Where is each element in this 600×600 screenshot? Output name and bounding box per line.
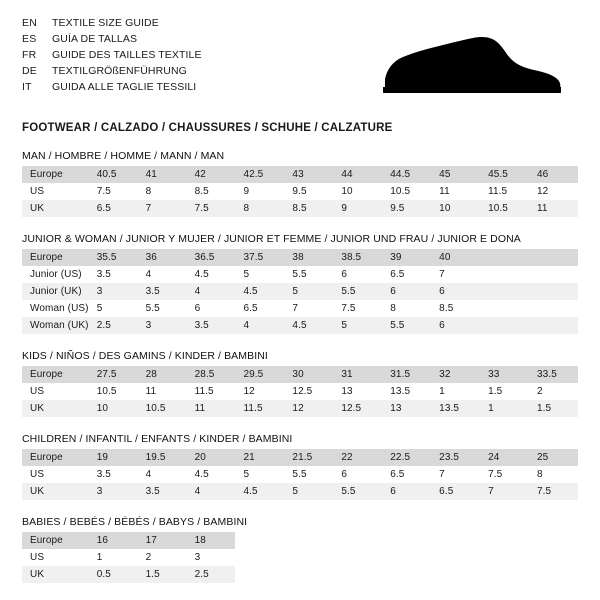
cell: 5 bbox=[284, 483, 333, 500]
cell: 3.5 bbox=[187, 317, 236, 334]
cell: 2.5 bbox=[187, 566, 236, 583]
cell: 3 bbox=[138, 317, 187, 334]
cell: 38 bbox=[284, 249, 333, 266]
cell: 9 bbox=[235, 183, 284, 200]
cell: 12.5 bbox=[333, 400, 382, 417]
cell: 45.5 bbox=[480, 166, 529, 183]
cell bbox=[529, 317, 578, 334]
table-row bbox=[22, 300, 578, 317]
cell: 38.5 bbox=[333, 249, 382, 266]
cell: 10.5 bbox=[89, 383, 138, 400]
cell: 17 bbox=[138, 532, 187, 549]
table-row bbox=[22, 266, 578, 283]
page-title: FOOTWEAR / CALZADO / CHAUSSURES / SCHUHE / CALZATURE bbox=[22, 122, 393, 134]
cell: 11 bbox=[431, 183, 480, 200]
cell: 6 bbox=[333, 466, 382, 483]
cell: 1.5 bbox=[529, 400, 578, 417]
cell: 13 bbox=[333, 383, 382, 400]
language-list bbox=[22, 16, 202, 95]
cell: 8.5 bbox=[284, 200, 333, 217]
cell: 11.5 bbox=[187, 383, 236, 400]
language-text: TEXTILE SIZE GUIDE bbox=[52, 17, 159, 29]
row-label: US bbox=[22, 383, 89, 400]
cell: 5.5 bbox=[333, 483, 382, 500]
cell: 2 bbox=[138, 549, 187, 566]
cell: 13.5 bbox=[382, 383, 431, 400]
row-label: UK bbox=[22, 483, 89, 500]
cell: 7.5 bbox=[480, 466, 529, 483]
cell: 31 bbox=[333, 366, 382, 383]
dress-shoe-icon bbox=[368, 28, 568, 108]
cell: 1 bbox=[431, 383, 480, 400]
cell: 11 bbox=[529, 200, 578, 217]
cell: 40.5 bbox=[89, 166, 138, 183]
cell: 3.5 bbox=[89, 466, 138, 483]
cell: 6.5 bbox=[89, 200, 138, 217]
cell: 6 bbox=[431, 283, 480, 300]
cell bbox=[431, 549, 480, 566]
cell: 5 bbox=[284, 283, 333, 300]
cell bbox=[480, 300, 529, 317]
cell: 7 bbox=[480, 483, 529, 500]
cell: 5.5 bbox=[284, 266, 333, 283]
table-row bbox=[22, 366, 578, 383]
cell: 7.5 bbox=[187, 200, 236, 217]
cell bbox=[529, 549, 578, 566]
cell: 6.5 bbox=[431, 483, 480, 500]
cell bbox=[529, 566, 578, 583]
cell bbox=[529, 249, 578, 266]
cell: 7.5 bbox=[89, 183, 138, 200]
language-row bbox=[22, 48, 202, 63]
language-code: ES bbox=[22, 33, 37, 45]
cell: 4.5 bbox=[284, 317, 333, 334]
language-text: GUIDA ALLE TAGLIE TESSILI bbox=[52, 81, 197, 93]
table-row bbox=[22, 383, 578, 400]
cell: 5 bbox=[235, 266, 284, 283]
cell: 7.5 bbox=[333, 300, 382, 317]
section-title: BABIES / BEBÉS / BÉBÉS / BABYS / BAMBINI bbox=[22, 516, 248, 528]
cell: 28 bbox=[138, 366, 187, 383]
cell: 19.5 bbox=[138, 449, 187, 466]
cell: 10 bbox=[431, 200, 480, 217]
language-row bbox=[22, 32, 202, 47]
cell: 2.5 bbox=[89, 317, 138, 334]
cell: 1 bbox=[480, 400, 529, 417]
cell: 6.5 bbox=[382, 266, 431, 283]
cell: 5.5 bbox=[138, 300, 187, 317]
cell bbox=[480, 283, 529, 300]
cell bbox=[382, 532, 431, 549]
cell: 25 bbox=[529, 449, 578, 466]
cell: 10 bbox=[333, 183, 382, 200]
cell: 42 bbox=[187, 166, 236, 183]
table-row bbox=[22, 483, 578, 500]
cell: 8.5 bbox=[431, 300, 480, 317]
row-label: Europe bbox=[22, 449, 89, 466]
cell: 21 bbox=[235, 449, 284, 466]
cell: 30 bbox=[284, 366, 333, 383]
cell: 11.5 bbox=[480, 183, 529, 200]
language-row bbox=[22, 80, 202, 95]
cell: 4 bbox=[187, 483, 236, 500]
section-title: MAN / HOMBRE / HOMME / MANN / MAN bbox=[22, 150, 225, 162]
cell: 10.5 bbox=[382, 183, 431, 200]
cell: 37.5 bbox=[235, 249, 284, 266]
cell bbox=[333, 566, 382, 583]
row-label: US bbox=[22, 466, 89, 483]
table-row bbox=[22, 449, 578, 466]
cell: 8.5 bbox=[187, 183, 236, 200]
row-label: UK bbox=[22, 400, 89, 417]
row-label: Junior (UK) bbox=[22, 283, 89, 300]
size-table-junior-woman bbox=[22, 249, 578, 334]
language-code: FR bbox=[22, 49, 37, 61]
cell: 35.5 bbox=[89, 249, 138, 266]
cell: 4.5 bbox=[235, 483, 284, 500]
cell: 21.5 bbox=[284, 449, 333, 466]
cell: 0.5 bbox=[89, 566, 138, 583]
size-table-children bbox=[22, 449, 578, 500]
section-babies bbox=[22, 516, 578, 583]
cell: 5.5 bbox=[382, 317, 431, 334]
table-row bbox=[22, 532, 578, 549]
row-label: US bbox=[22, 183, 89, 200]
cell: 8 bbox=[382, 300, 431, 317]
cell: 4 bbox=[235, 317, 284, 334]
row-label: UK bbox=[22, 566, 89, 583]
cell: 7 bbox=[431, 266, 480, 283]
table-row bbox=[22, 249, 578, 266]
cell: 3.5 bbox=[138, 483, 187, 500]
cell: 6 bbox=[431, 317, 480, 334]
row-label: UK bbox=[22, 200, 89, 217]
cell bbox=[480, 549, 529, 566]
cell: 4 bbox=[138, 266, 187, 283]
cell: 44.5 bbox=[382, 166, 431, 183]
cell bbox=[284, 532, 333, 549]
cell: 10 bbox=[89, 400, 138, 417]
cell: 46 bbox=[529, 166, 578, 183]
cell: 4 bbox=[138, 466, 187, 483]
cell: 9 bbox=[333, 200, 382, 217]
cell: 36 bbox=[138, 249, 187, 266]
cell: 22.5 bbox=[382, 449, 431, 466]
row-label: Woman (UK) bbox=[22, 317, 89, 334]
cell: 1.5 bbox=[480, 383, 529, 400]
cell: 4.5 bbox=[187, 266, 236, 283]
cell: 18 bbox=[187, 532, 236, 549]
cell: 44 bbox=[333, 166, 382, 183]
cell: 43 bbox=[284, 166, 333, 183]
cell bbox=[431, 566, 480, 583]
cell: 1 bbox=[89, 549, 138, 566]
cell bbox=[480, 266, 529, 283]
cell bbox=[529, 300, 578, 317]
language-row bbox=[22, 16, 202, 31]
cell: 39 bbox=[382, 249, 431, 266]
row-label: Junior (US) bbox=[22, 266, 89, 283]
table-row bbox=[22, 317, 578, 334]
cell: 8 bbox=[529, 466, 578, 483]
section-title: CHILDREN / INFANTIL / ENFANTS / KINDER / BAMBINI bbox=[22, 433, 293, 445]
cell: 22 bbox=[333, 449, 382, 466]
section-title: JUNIOR & WOMAN / JUNIOR Y MUJER / JUNIOR ET FEMME / JUNIOR UND FRAU / JUNIOR E DONA bbox=[22, 233, 521, 245]
cell: 41 bbox=[138, 166, 187, 183]
cell: 20 bbox=[187, 449, 236, 466]
cell: 3.5 bbox=[138, 283, 187, 300]
cell: 7 bbox=[431, 466, 480, 483]
section-kids bbox=[22, 350, 578, 417]
cell: 10.5 bbox=[138, 400, 187, 417]
cell: 8 bbox=[138, 183, 187, 200]
language-text: GUIDE DES TAILLES TEXTILE bbox=[52, 49, 202, 61]
cell: 6 bbox=[382, 483, 431, 500]
cell: 40 bbox=[431, 249, 480, 266]
cell: 6 bbox=[187, 300, 236, 317]
cell bbox=[382, 566, 431, 583]
cell: 6.5 bbox=[382, 466, 431, 483]
cell: 19 bbox=[89, 449, 138, 466]
cell bbox=[480, 532, 529, 549]
row-label: Europe bbox=[22, 166, 89, 183]
cell: 6 bbox=[382, 283, 431, 300]
cell bbox=[333, 549, 382, 566]
cell: 5 bbox=[333, 317, 382, 334]
cell bbox=[529, 283, 578, 300]
cell bbox=[333, 532, 382, 549]
cell: 5 bbox=[235, 466, 284, 483]
cell: 11.5 bbox=[235, 400, 284, 417]
section-title: KIDS / NIÑOS / DES GAMINS / KINDER / BAMBINI bbox=[22, 350, 268, 362]
cell: 3.5 bbox=[89, 266, 138, 283]
cell bbox=[235, 549, 284, 566]
language-text: GUÍA DE TALLAS bbox=[52, 33, 138, 45]
cell bbox=[480, 566, 529, 583]
cell bbox=[284, 566, 333, 583]
page-header bbox=[22, 16, 578, 108]
size-table-kids bbox=[22, 366, 578, 417]
cell: 3 bbox=[89, 483, 138, 500]
size-table-babies bbox=[22, 532, 578, 583]
cell: 31.5 bbox=[382, 366, 431, 383]
cell: 4.5 bbox=[235, 283, 284, 300]
cell: 28.5 bbox=[187, 366, 236, 383]
cell bbox=[529, 266, 578, 283]
cell bbox=[235, 532, 284, 549]
cell: 2 bbox=[529, 383, 578, 400]
cell: 3 bbox=[187, 549, 236, 566]
row-label: Europe bbox=[22, 532, 89, 549]
language-row bbox=[22, 64, 202, 79]
table-row bbox=[22, 466, 578, 483]
cell: 12 bbox=[235, 383, 284, 400]
language-code: IT bbox=[22, 81, 32, 93]
cell: 23.5 bbox=[431, 449, 480, 466]
cell: 32 bbox=[431, 366, 480, 383]
cell: 33.5 bbox=[529, 366, 578, 383]
cell: 1.5 bbox=[138, 566, 187, 583]
cell: 27.5 bbox=[89, 366, 138, 383]
cell: 4 bbox=[187, 283, 236, 300]
cell bbox=[284, 549, 333, 566]
cell: 10.5 bbox=[480, 200, 529, 217]
cell bbox=[529, 532, 578, 549]
table-row bbox=[22, 400, 578, 417]
row-label: US bbox=[22, 549, 89, 566]
table-row bbox=[22, 566, 578, 583]
row-label: Europe bbox=[22, 366, 89, 383]
cell: 7 bbox=[284, 300, 333, 317]
cell bbox=[480, 249, 529, 266]
row-label: Woman (US) bbox=[22, 300, 89, 317]
cell: 9.5 bbox=[284, 183, 333, 200]
cell: 11 bbox=[138, 383, 187, 400]
cell: 11 bbox=[187, 400, 236, 417]
cell: 5 bbox=[89, 300, 138, 317]
table-row bbox=[22, 166, 578, 183]
table-row bbox=[22, 283, 578, 300]
cell bbox=[382, 549, 431, 566]
cell: 6.5 bbox=[235, 300, 284, 317]
cell: 6 bbox=[333, 266, 382, 283]
cell: 5.5 bbox=[284, 466, 333, 483]
cell: 13.5 bbox=[431, 400, 480, 417]
cell: 29.5 bbox=[235, 366, 284, 383]
language-code: EN bbox=[22, 17, 37, 29]
size-table-man bbox=[22, 166, 578, 217]
cell bbox=[431, 532, 480, 549]
cell: 42.5 bbox=[235, 166, 284, 183]
cell: 12 bbox=[529, 183, 578, 200]
cell: 4.5 bbox=[187, 466, 236, 483]
cell: 12.5 bbox=[284, 383, 333, 400]
table-row bbox=[22, 549, 578, 566]
cell: 12 bbox=[284, 400, 333, 417]
cell: 45 bbox=[431, 166, 480, 183]
cell: 13 bbox=[382, 400, 431, 417]
section-children bbox=[22, 433, 578, 500]
language-code: DE bbox=[22, 65, 37, 77]
cell: 7 bbox=[138, 200, 187, 217]
cell: 33 bbox=[480, 366, 529, 383]
cell: 36.5 bbox=[187, 249, 236, 266]
row-label: Europe bbox=[22, 249, 89, 266]
cell bbox=[235, 566, 284, 583]
cell: 3 bbox=[89, 283, 138, 300]
cell: 7.5 bbox=[529, 483, 578, 500]
cell: 8 bbox=[235, 200, 284, 217]
cell: 24 bbox=[480, 449, 529, 466]
table-row bbox=[22, 200, 578, 217]
cell: 9.5 bbox=[382, 200, 431, 217]
section-junior-woman bbox=[22, 233, 578, 334]
cell bbox=[480, 317, 529, 334]
table-row bbox=[22, 183, 578, 200]
section-man bbox=[22, 150, 578, 217]
language-text: TEXTILGRÖßENFÜHRUNG bbox=[52, 65, 187, 77]
cell: 5.5 bbox=[333, 283, 382, 300]
cell: 16 bbox=[89, 532, 138, 549]
